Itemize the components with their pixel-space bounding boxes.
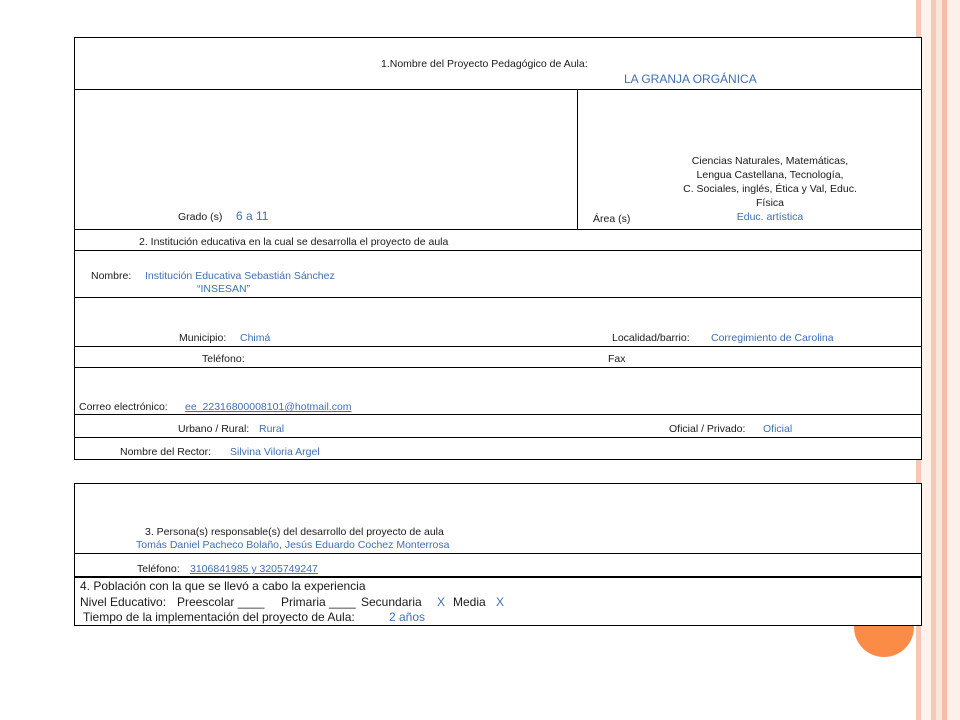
nivel-primaria: Primaria ____ [281, 595, 356, 609]
nivel-secundaria: Secundaria [361, 595, 422, 609]
section4-title: 4. Población con la que se llevó a cabo la experiencia [80, 579, 366, 593]
oficial-label: Oficial / Privado: [669, 423, 746, 435]
form-responsables [74, 483, 922, 626]
decor-stripe [921, 0, 931, 720]
media-mark: X [496, 595, 505, 609]
row-nombre [75, 251, 921, 298]
tiempo-label: Tiempo de la implementación del proyecto de Aula: [83, 610, 355, 624]
localidad-value: Corregimiento de Carolina [711, 332, 834, 344]
area-line: Ciencias Naturales, Matemáticas, [691, 155, 849, 167]
grado-value: 6 a 11 [236, 209, 269, 223]
area-line: Educ. artística [736, 211, 804, 223]
row-project-name [75, 38, 921, 90]
rector-value: Silvina Viloria Argel [230, 446, 320, 458]
section3-telefono-label: Teléfono: [137, 563, 180, 575]
row-urbano [75, 415, 921, 438]
decor-stripe [947, 0, 960, 720]
area-values [635, 154, 905, 224]
grado-label: Grado (s) [178, 211, 223, 223]
correo-label: Correo electrónico: [79, 401, 168, 413]
nivel-media: Media [453, 595, 486, 609]
urbano-label: Urbano / Rural: [178, 423, 250, 435]
row-section2-title [75, 230, 921, 251]
section3-title: 3. Persona(s) responsable(s) del desarrollo del proyecto de aula [145, 526, 444, 538]
tiempo-value: 2 años [389, 610, 426, 624]
area-line: Lengua Castellana, Tecnología, [696, 169, 844, 181]
row-section3-telefono [75, 554, 921, 577]
section2-title: 2. Institución educativa en la cual se desarrolla el proyecto de aula [139, 236, 449, 248]
municipio-label: Municipio: [179, 332, 227, 344]
row-section3 [75, 484, 921, 554]
secundaria-mark: X [437, 595, 446, 609]
localidad-label: Localidad/barrio: [612, 332, 690, 344]
area-label: Área (s) [593, 213, 631, 225]
nombre-label: Nombre: [91, 270, 132, 282]
area-line: Física [755, 197, 784, 209]
row-rector [75, 438, 921, 461]
oficial-value: Oficial [763, 423, 793, 435]
nivel-preescolar: Preescolar ____ [177, 595, 265, 609]
correo-value: ee_22316800008101@hotmail.com [185, 401, 352, 413]
row-correo [75, 368, 921, 415]
nombre-value-2: “INSESAN” [197, 283, 251, 295]
area-line: C. Sociales, inglés, Ética y Val, Educ. [683, 183, 857, 195]
project-value: LA GRANJA ORGÁNICA [624, 72, 757, 86]
form-institution [74, 37, 922, 460]
row-grado-area [75, 90, 921, 230]
project-label: 1.Nombre del Proyecto Pedagógico de Aula: [381, 58, 588, 70]
row-telefono [75, 347, 921, 368]
row-section4 [75, 577, 921, 625]
section3-telefono-value: 3106841985 y 3205749247 [190, 563, 318, 575]
section3-persons: Tomás Daniel Pacheco Bolaño, Jesús Eduardo Cochez Monterrosa [136, 539, 450, 551]
telefono-label: Teléfono: [202, 353, 245, 365]
fax-label: Fax [608, 353, 626, 365]
municipio-value: Chimá [240, 332, 271, 344]
row-municipio [75, 298, 921, 347]
rector-label: Nombre del Rector: [120, 446, 212, 458]
nivel-label: Nivel Educativo: [80, 595, 167, 609]
urbano-value: Rural [259, 423, 285, 435]
nombre-value: Institución Educativa Sebastián Sánchez [145, 270, 335, 282]
